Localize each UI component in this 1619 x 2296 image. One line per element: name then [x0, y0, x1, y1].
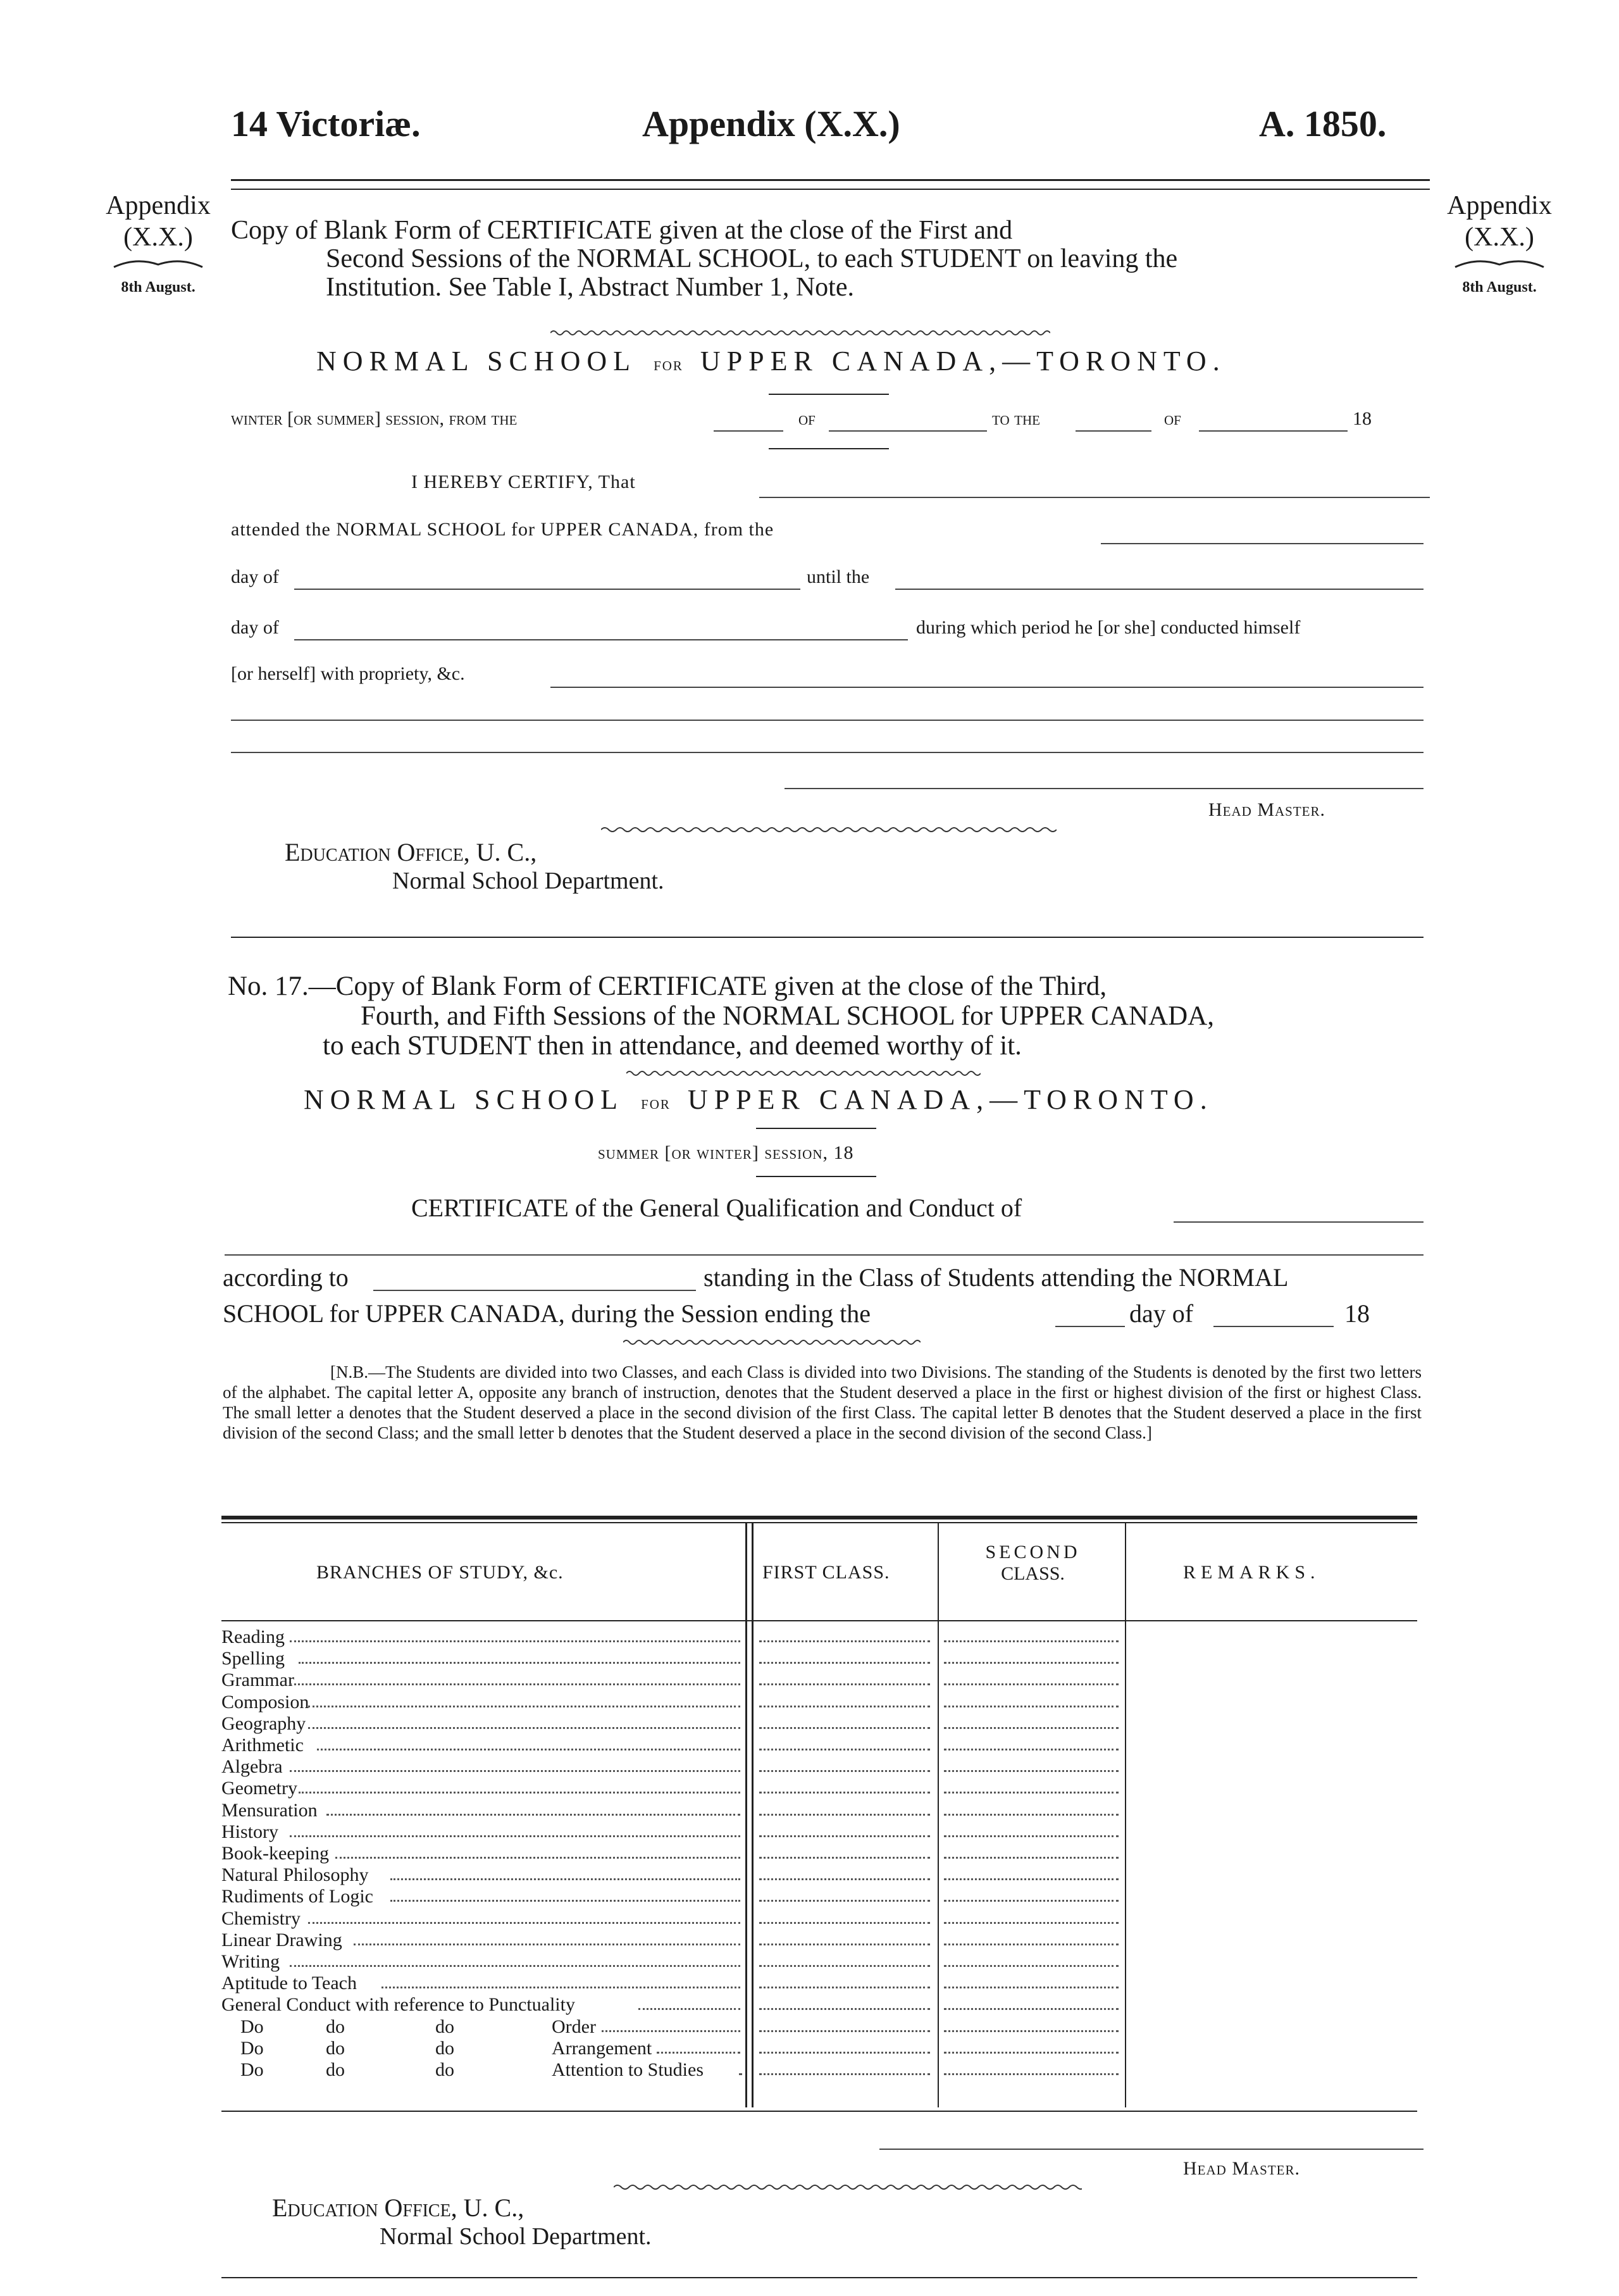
during-label: during which period he [or she] conducted himself: [916, 617, 1301, 638]
first-class-dots: [759, 1814, 930, 1816]
do-col-c: do: [435, 2059, 454, 2080]
head-master-label: Head Master.: [1208, 799, 1326, 820]
first-class-dots: [759, 1922, 930, 1924]
swash-ornament-icon: [1452, 256, 1547, 271]
leader-dots: [290, 1835, 741, 1837]
header-rule-2: [231, 189, 1430, 190]
do-col-b: do: [326, 2016, 345, 2037]
table-top-rule: [221, 1516, 1417, 1519]
leader-dots: [657, 2052, 741, 2054]
table-bottom-rule: [221, 2111, 1417, 2112]
blank-session-day-3: [1055, 1326, 1125, 1327]
running-header-center: Appendix (X.X.): [642, 103, 900, 144]
leader-dots: [308, 1706, 741, 1707]
leader-dots: [390, 1878, 740, 1880]
page-bottom-rule: [221, 2277, 1417, 2278]
wavy-rule-icon: [601, 826, 1057, 832]
second-class-dots: [944, 1662, 1119, 1664]
do-col-d: Arrangement: [552, 2037, 652, 2059]
do-col-a: Do: [240, 2059, 264, 2080]
leader-dots: [290, 1640, 741, 1642]
leader-dots: [308, 1922, 741, 1924]
first-class-dots: [759, 2008, 930, 2010]
table-header-rule: [221, 1620, 1417, 1621]
do-col-d: Attention to Studies: [552, 2059, 704, 2080]
table-col-divider: [1125, 1522, 1126, 2107]
wavy-rule-icon: [623, 1338, 921, 1345]
blank-remarks-3: [231, 752, 1424, 753]
first-class-dots: [759, 1727, 930, 1729]
margin-sub: (X.X.): [123, 223, 193, 252]
margin-sub: (X.X.): [1465, 223, 1534, 252]
table-top-rule-2: [221, 1522, 1417, 1523]
form17-title-for: for: [641, 1092, 671, 1113]
short-rule: [769, 448, 889, 449]
table-col-divider: [752, 1522, 754, 2107]
form16-heading-line1: Copy of Blank Form of CERTIFICATE given at the close of the First and: [231, 216, 1013, 245]
blank-day-of-1: [294, 589, 800, 590]
blank-according: [373, 1290, 696, 1291]
first-class-dots: [759, 2073, 930, 2075]
subject-label: Geometry: [221, 1778, 297, 1799]
leader-dots: [335, 1857, 740, 1859]
session-year: 18: [1353, 408, 1372, 429]
day-of-label-2: day of: [231, 617, 279, 638]
form16-heading: [231, 216, 1433, 302]
blank-remarks-1: [550, 687, 1424, 688]
subject-label: Mensuration: [221, 1799, 318, 1821]
second-class-dots: [944, 1922, 1119, 1924]
session-of-2: of: [1164, 408, 1181, 429]
attended-label: attended the NORMAL SCHOOL for UPPER CANADA, from the: [231, 519, 774, 540]
subject-label: Composion: [221, 1691, 309, 1713]
first-class-dots: [759, 1878, 930, 1880]
second-class-dots: [944, 1835, 1119, 1837]
day-of-label-1: day of: [231, 566, 279, 587]
col-header-second-class-1: SECOND: [985, 1542, 1081, 1563]
office-line-1: Education Office, U. C.,: [285, 838, 537, 866]
head-master-label-2: Head Master.: [1183, 2158, 1301, 2179]
second-class-dots: [944, 1965, 1119, 1967]
leader-dots: [290, 1965, 741, 1967]
do-col-a: Do: [240, 2016, 264, 2037]
wavy-rule-icon: [626, 1070, 981, 1076]
leader-dots: [354, 1943, 740, 1945]
do-col-b: do: [326, 2059, 345, 2080]
subject-label: Arithmetic: [221, 1735, 304, 1756]
blank-remarks-2: [231, 720, 1424, 721]
second-class-dots: [944, 1770, 1119, 1772]
first-class-dots: [759, 1706, 930, 1707]
second-class-dots: [944, 1943, 1119, 1945]
first-class-dots: [759, 1943, 930, 1945]
form17-heading-line2: Fourth, and Fifth Sessions of the NORMAL SCHOOL for UPPER CANADA,: [361, 1001, 1214, 1031]
session-of-1: of: [798, 408, 816, 429]
margin-label: Appendix: [106, 191, 211, 220]
blank-head-master-signature: [785, 788, 1424, 789]
second-class-dots: [944, 1683, 1119, 1685]
subject-label: Algebra: [221, 1756, 283, 1778]
second-class-dots: [944, 1749, 1119, 1750]
office-line-1b: Education Office, U. C.,: [272, 2193, 524, 2222]
until-label: until the: [807, 566, 870, 587]
second-class-dots: [944, 1640, 1119, 1642]
blank-name-line: [225, 1254, 1424, 1256]
blank-day-of-2: [294, 639, 908, 640]
first-class-dots: [759, 1987, 930, 1988]
blank-student-name-2: [1174, 1221, 1424, 1223]
first-class-dots: [759, 1662, 930, 1664]
leader-dots: [381, 1987, 741, 1988]
nb-note: [N.B.—The Students are divided into two Classes, and each Class is divided into two Divisions. The standing of the Students is denoted by the first two letters of the alphabet. The capital letter A, opposite any branch of instruction, denotes that the Student deserved a place in the first or highest division of the first or highest Class. The small letter a denotes that the Student deserved a place in the second division of the first Class. The capital letter B denotes that the Student deserved a place in the first division of the second Class; and the small letter b denotes that the Student deserved a place in the second division of the second Class.]: [223, 1363, 1422, 1442]
blank-from-the: [1101, 543, 1424, 544]
second-class-dots: [944, 1857, 1119, 1859]
leader-dots: [390, 1900, 740, 1902]
do-col-b: do: [326, 2037, 345, 2059]
session-to: to the: [992, 408, 1040, 429]
subject-label: Reading: [221, 1626, 285, 1647]
leader-dots: [602, 2030, 741, 2032]
subject-label: Geography: [221, 1713, 306, 1734]
session-label: winter [or summer] session, from the: [231, 408, 518, 429]
form17-heading-line1: No. 17.—Copy of Blank Form of CERTIFICATE given at the close of the Third,: [228, 971, 1107, 1001]
leader-dots: [290, 1770, 741, 1772]
do-col-a: Do: [240, 2037, 264, 2059]
second-class-dots: [944, 1814, 1119, 1816]
subject-label: General Conduct with reference to Punctuality: [221, 1994, 575, 2016]
office-line-2: Normal School Department.: [392, 868, 664, 894]
leader-dots: [638, 2008, 741, 2010]
swash-ornament-icon: [111, 256, 206, 271]
first-class-dots: [759, 1900, 930, 1902]
standing-label: standing in the Class of Students attending the NORMAL: [704, 1263, 1289, 1292]
table-col-divider: [745, 1522, 747, 2107]
form17-session-line: summer [or winter] session, 18: [598, 1142, 854, 1163]
margin-label: Appendix: [1447, 191, 1552, 220]
first-class-dots: [759, 2030, 930, 2032]
blank-session-month: [829, 430, 987, 432]
leader-dots: [299, 1662, 740, 1664]
first-class-dots: [759, 1683, 930, 1685]
form16-heading-line2: Second Sessions of the NORMAL SCHOOL, to each STUDENT on leaving the: [326, 244, 1178, 273]
first-class-dots: [759, 1857, 930, 1859]
margin-note-left: [85, 190, 231, 296]
second-class-dots: [944, 1878, 1119, 1880]
short-rule: [769, 394, 889, 395]
margin-date: 8th August.: [121, 279, 195, 296]
second-class-dots: [944, 1900, 1119, 1902]
subject-label: Book-keeping: [221, 1843, 329, 1864]
subject-label: Grammar: [221, 1669, 294, 1691]
do-col-d: Order: [552, 2016, 596, 2037]
short-rule: [756, 1176, 876, 1177]
wavy-rule-icon: [550, 329, 1050, 335]
short-rule: [756, 1128, 876, 1129]
form16-title-a: NORMAL SCHOOL: [316, 346, 637, 377]
header-rule: [231, 179, 1430, 181]
form17-title-a: NORMAL SCHOOL: [304, 1084, 624, 1115]
school-line-label: SCHOOL for UPPER CANADA, during the Session ending the: [223, 1299, 871, 1328]
leader-dots: [299, 1792, 740, 1794]
day-of-label-3: day of: [1129, 1299, 1194, 1328]
table-col-divider: [938, 1522, 939, 2107]
first-class-dots: [759, 2052, 930, 2054]
subject-label: History: [221, 1821, 278, 1842]
subject-label: Natural Philosophy: [221, 1864, 369, 1886]
leader-dots: [308, 1727, 741, 1729]
second-class-dots: [944, 1706, 1119, 1707]
margin-date: 8th August.: [1462, 279, 1537, 296]
blank-session-day-2: [1076, 430, 1151, 432]
leader-dots: [739, 2073, 740, 2075]
subject-label: Chemistry: [221, 1907, 301, 1929]
blank-head-master-signature-2: [879, 2149, 1424, 2150]
col-header-first-class: FIRST CLASS.: [762, 1562, 890, 1583]
blank-session-month-2: [1199, 430, 1348, 432]
blank-until: [895, 589, 1424, 590]
form16-title-b: UPPER CANADA,—TORONTO.: [700, 346, 1226, 377]
form16-heading-line3: Institution. See Table I, Abstract Number 1, Note.: [326, 273, 854, 302]
subject-label: Spelling: [221, 1648, 285, 1669]
form17-cert-line: CERTIFICATE of the General Qualification and Conduct of: [411, 1194, 1022, 1222]
leader-dots: [317, 1749, 740, 1750]
form16-session-line: [231, 408, 517, 430]
form17-heading: [228, 971, 1433, 1061]
subject-label: Rudiments of Logic: [221, 1886, 373, 1907]
second-class-dots: [944, 2008, 1119, 2010]
according-label: according to: [223, 1263, 349, 1292]
form17-title: [304, 1083, 1213, 1116]
first-class-dots: [759, 1835, 930, 1837]
first-class-dots: [759, 1965, 930, 1967]
col-header-second-class-2: CLASS.: [1001, 1563, 1065, 1584]
col-header-branches: BRANCHES OF STUDY, &c.: [316, 1562, 564, 1583]
second-class-dots: [944, 2052, 1119, 2054]
col-header-remarks: REMARKS.: [1183, 1562, 1320, 1583]
do-col-c: do: [435, 2016, 454, 2037]
leader-dots: [326, 1814, 741, 1816]
wavy-rule-icon: [614, 2183, 1082, 2190]
blank-session-month-3: [1213, 1326, 1334, 1327]
first-class-dots: [759, 1770, 930, 1772]
subject-label: Linear Drawing: [221, 1929, 342, 1950]
form17-heading-line3: to each STUDENT then in attendance, and deemed worthy of it.: [323, 1031, 1022, 1061]
margin-note-right: [1427, 190, 1572, 296]
first-class-dots: [759, 1792, 930, 1794]
subject-label: Writing: [221, 1951, 280, 1972]
form16-title-for: for: [654, 354, 683, 375]
blank-session-day: [714, 430, 783, 432]
running-header-right: A. 1850.: [1259, 103, 1387, 144]
second-class-dots: [944, 1987, 1119, 1988]
subject-label: Aptitude to Teach: [221, 1973, 357, 1994]
blank-student-name: [759, 497, 1430, 498]
second-class-dots: [944, 2030, 1119, 2032]
first-class-dots: [759, 1640, 930, 1642]
section-divider: [231, 937, 1424, 938]
office-line-2b: Normal School Department.: [380, 2223, 652, 2250]
leader-dots: [290, 1683, 741, 1685]
second-class-dots: [944, 2073, 1119, 2075]
second-class-dots: [944, 1792, 1119, 1794]
form17-title-b: UPPER CANADA,—TORONTO.: [687, 1084, 1213, 1115]
year-label: 18: [1344, 1299, 1370, 1328]
do-col-c: do: [435, 2037, 454, 2059]
second-class-dots: [944, 1727, 1119, 1729]
herself-label: [or herself] with propriety, &c.: [231, 663, 465, 684]
first-class-dots: [759, 1749, 930, 1750]
form16-title: [316, 345, 1226, 377]
certify-label: I HEREBY CERTIFY, That: [411, 471, 636, 492]
running-header-left: 14 Victoriæ.: [231, 103, 421, 144]
